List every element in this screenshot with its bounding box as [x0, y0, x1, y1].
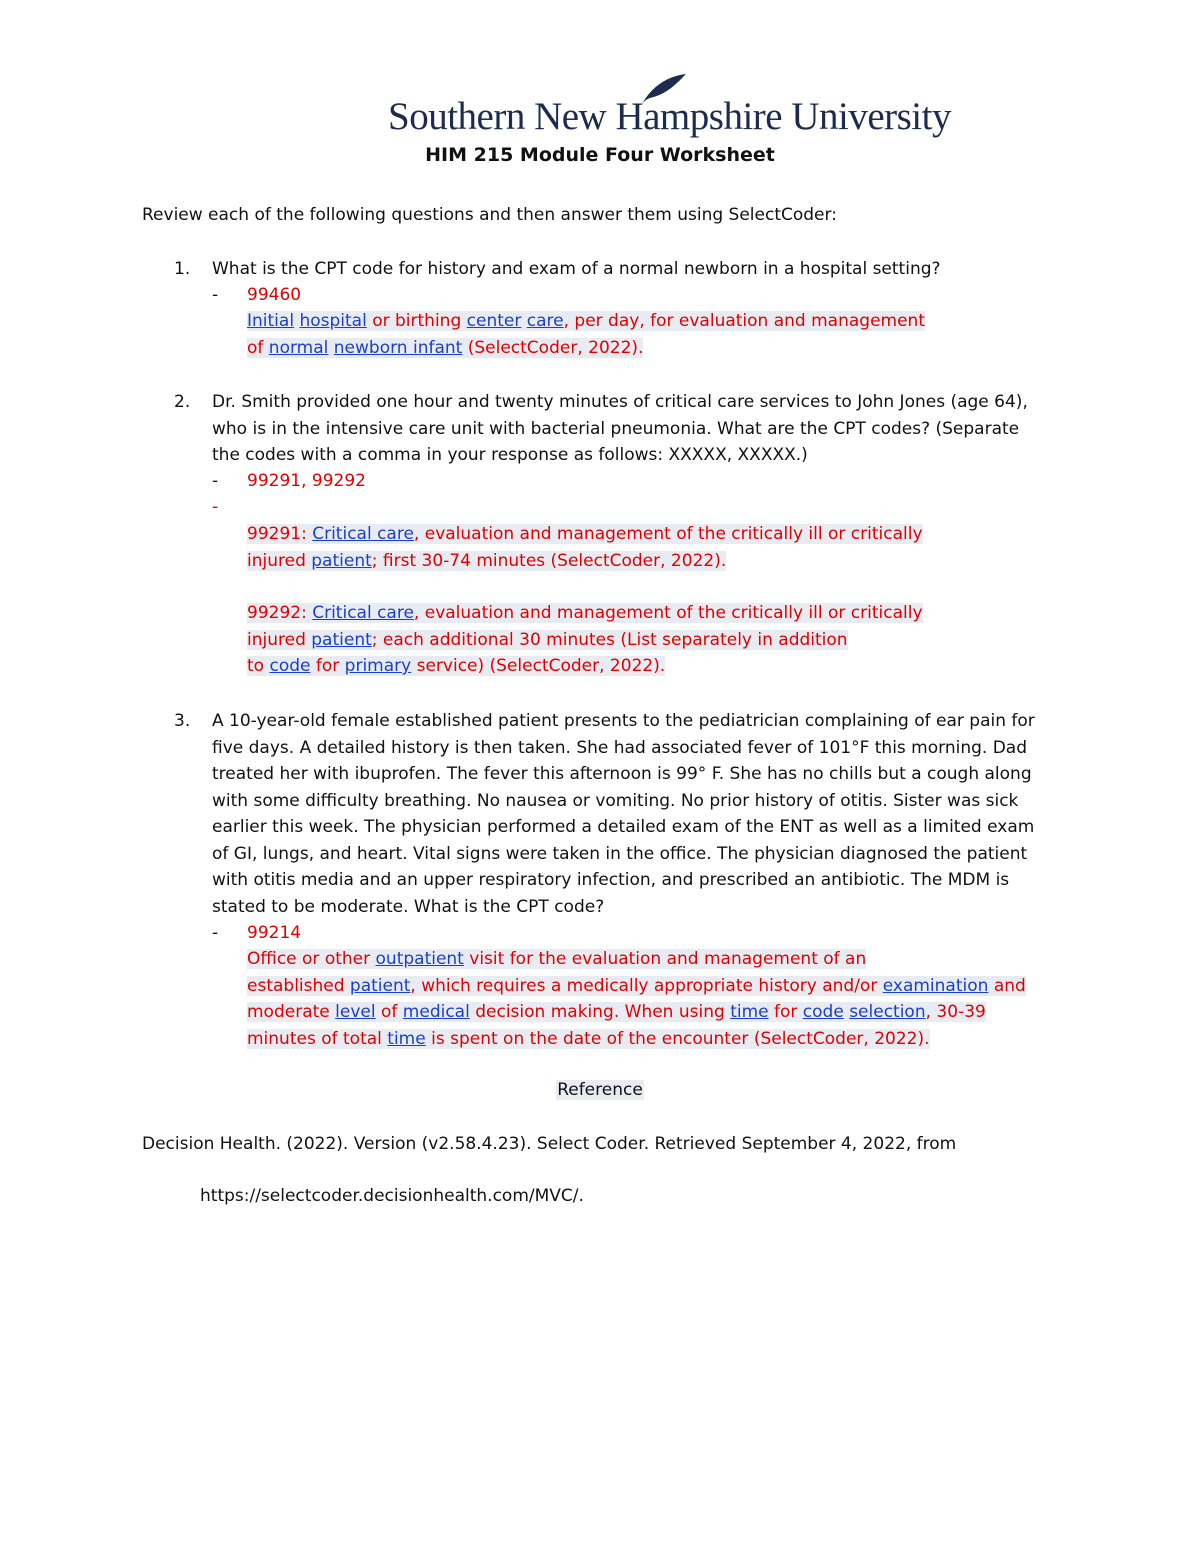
- answer-text: , per day, for evaluation and management: [563, 311, 926, 331]
- answer-text: , which requires a medically appropriate history and/or: [410, 975, 883, 996]
- question-line: treated her with ibuprofen. The fever this afternoon is 99° F. She has no chills but a cough along: [212, 764, 1032, 784]
- reference-link[interactable]: newborn infant: [333, 337, 463, 358]
- answer-text: moderate: [247, 1002, 336, 1022]
- question-number: 3.: [174, 711, 191, 731]
- reference-link[interactable]: code: [802, 1002, 844, 1022]
- reference-link[interactable]: level: [335, 1002, 376, 1022]
- question-line: Dr. Smith provided one hour and twenty minutes of critical care services to John Jones (age 64),: [212, 392, 1028, 412]
- reference-link[interactable]: examination: [882, 975, 989, 996]
- answer-line: [247, 946, 1026, 973]
- answer-line: [247, 1026, 1026, 1053]
- reference-link[interactable]: hospital: [299, 311, 367, 331]
- answer-text: 99292:: [247, 603, 313, 623]
- answer-text: of: [247, 337, 269, 358]
- answer-text: (SelectCoder, 2022).: [462, 337, 644, 358]
- answer-text: , evaluation and management of the critically ill or critically: [413, 524, 923, 544]
- answer-text: for: [310, 656, 345, 676]
- logo-text: Southern New Hampshire University: [388, 95, 951, 138]
- reference-link[interactable]: patient: [349, 975, 411, 996]
- answer-line: [247, 627, 923, 654]
- answer-text: injured: [247, 550, 312, 571]
- question-text: [212, 389, 1028, 469]
- question-line: the codes with a comma in your response as follows: XXXXX, XXXXX.): [212, 445, 808, 465]
- answer-line-highlight: [247, 976, 1026, 996]
- reference-link[interactable]: time: [387, 1028, 426, 1049]
- reference-link[interactable]: care: [526, 311, 564, 331]
- answer-line-highlight: [247, 1002, 986, 1022]
- answer-line-highlight: [247, 551, 726, 571]
- reference-link[interactable]: patient: [311, 629, 372, 650]
- answer-text: of: [375, 1002, 403, 1022]
- page-title: HIM 215 Module Four Worksheet: [425, 144, 775, 166]
- answer-text: Office or other: [247, 949, 376, 969]
- answer-line: [247, 600, 923, 627]
- answer-description: [247, 600, 923, 680]
- question-line: stated to be moderate. What is the CPT code?: [212, 896, 605, 917]
- question-line: with some difficulty breathing. No nausea or vomiting. No prior history of otitis. Sister was sick: [212, 790, 1019, 811]
- reference-heading-text: Reference: [557, 1080, 643, 1100]
- answer-description: [247, 308, 925, 361]
- reference-heading: [0, 1077, 1200, 1103]
- reference-link[interactable]: Critical care: [312, 524, 414, 544]
- answer-code: 99214: [247, 923, 302, 943]
- answer-text: 99291:: [247, 524, 313, 544]
- answer-line: [247, 335, 925, 362]
- question-line: earlier this week. The physician performed a detailed exam of the ENT as well as a limited exam: [212, 817, 1035, 837]
- answer-dash: -: [212, 285, 219, 305]
- question-number: 2.: [174, 392, 191, 412]
- answer-text: for: [768, 1002, 803, 1022]
- answer-description: [247, 946, 1026, 1052]
- answer-text: decision making. When using: [469, 1002, 731, 1022]
- answer-text: , 30-39: [925, 1002, 986, 1022]
- answer-dash: -: [212, 471, 219, 491]
- answer-line-highlight: [247, 656, 665, 676]
- answer-line-highlight: [247, 949, 866, 969]
- reference-link[interactable]: selection: [849, 1002, 926, 1022]
- reference-link[interactable]: center: [466, 311, 522, 331]
- answer-line: [247, 548, 923, 575]
- answer-text: injured: [247, 629, 312, 650]
- answer-line-highlight: [247, 603, 923, 623]
- answer-text: minutes of total: [247, 1028, 388, 1049]
- answer-text: visit for the evaluation and management of an: [463, 949, 867, 969]
- question-line: What is the CPT code for history and exam of a normal newborn in a hospital setting?: [212, 259, 941, 279]
- answer-line-highlight: [247, 311, 925, 331]
- answer-line: [247, 999, 1026, 1026]
- answer-dash: -: [212, 497, 219, 517]
- question-line: who is in the intensive care unit with bacterial pneumonia. What are the CPT codes? (Separate: [212, 418, 1020, 439]
- intro-text: Review each of the following questions and then answer them using SelectCoder:: [142, 205, 837, 225]
- reference-link[interactable]: medical: [402, 1002, 470, 1022]
- answer-line-highlight: [247, 630, 848, 650]
- reference-link[interactable]: code: [269, 656, 311, 676]
- answer-line: [247, 521, 923, 548]
- reference-link[interactable]: primary: [344, 656, 412, 676]
- reference-url[interactable]: https://selectcoder.decisionhealth.com/MVC/.: [200, 1186, 584, 1206]
- answer-line-highlight: [247, 524, 923, 544]
- reference-link[interactable]: normal: [268, 337, 329, 358]
- question-line: five days. A detailed history is then taken. She had associated fever of 101°F this morning. Dad: [212, 737, 1028, 758]
- answer-text: service) (SelectCoder, 2022).: [411, 656, 666, 676]
- answer-text: and: [988, 975, 1026, 996]
- question-line: with otitis media and an upper respiratory infection, and prescribed an antibiotic. The MDM is: [212, 870, 1010, 890]
- answer-line-highlight: [247, 1029, 930, 1049]
- answer-dash: -: [212, 923, 219, 943]
- answer-text: ; first 30-74 minutes (SelectCoder, 2022).: [371, 550, 727, 571]
- question-number: 1.: [174, 259, 191, 279]
- answer-line: [247, 653, 923, 680]
- answer-text: established: [247, 975, 350, 996]
- question-line: A 10-year-old female established patient presents to the pediatrician complaining of ear pain for: [212, 711, 1035, 731]
- reference-citation: Decision Health. (2022). Version (v2.58.4.23). Select Coder. Retrieved September 4, 2022, from: [142, 1134, 957, 1154]
- answer-line: [247, 973, 1026, 1000]
- answer-text: ; each additional 30 minutes (List separately in addition: [371, 629, 848, 650]
- reference-link[interactable]: Initial: [247, 311, 295, 331]
- answer-text: to: [247, 656, 270, 676]
- answer-line: [247, 308, 925, 335]
- answer-description: [247, 521, 923, 574]
- question-text: [212, 708, 1035, 920]
- reference-link[interactable]: outpatient: [375, 949, 464, 969]
- question-text: [212, 256, 941, 283]
- university-logo: [388, 72, 951, 142]
- answer-code: 99291, 99292: [247, 471, 366, 491]
- question-line: of GI, lungs, and heart. Vital signs were taken in the office. The physician diagnosed the patient: [212, 843, 1028, 864]
- answer-line-highlight: [247, 338, 643, 358]
- reference-link[interactable]: Critical care: [312, 603, 414, 623]
- answer-text: , evaluation and management of the critically ill or critically: [413, 603, 923, 623]
- answer-text: is spent on the date of the encounter (SelectCoder, 2022).: [425, 1028, 930, 1049]
- answer-text: or birthing: [366, 311, 467, 331]
- reference-link[interactable]: time: [730, 1002, 769, 1022]
- answer-code: 99460: [247, 285, 302, 305]
- reference-link[interactable]: patient: [311, 550, 372, 571]
